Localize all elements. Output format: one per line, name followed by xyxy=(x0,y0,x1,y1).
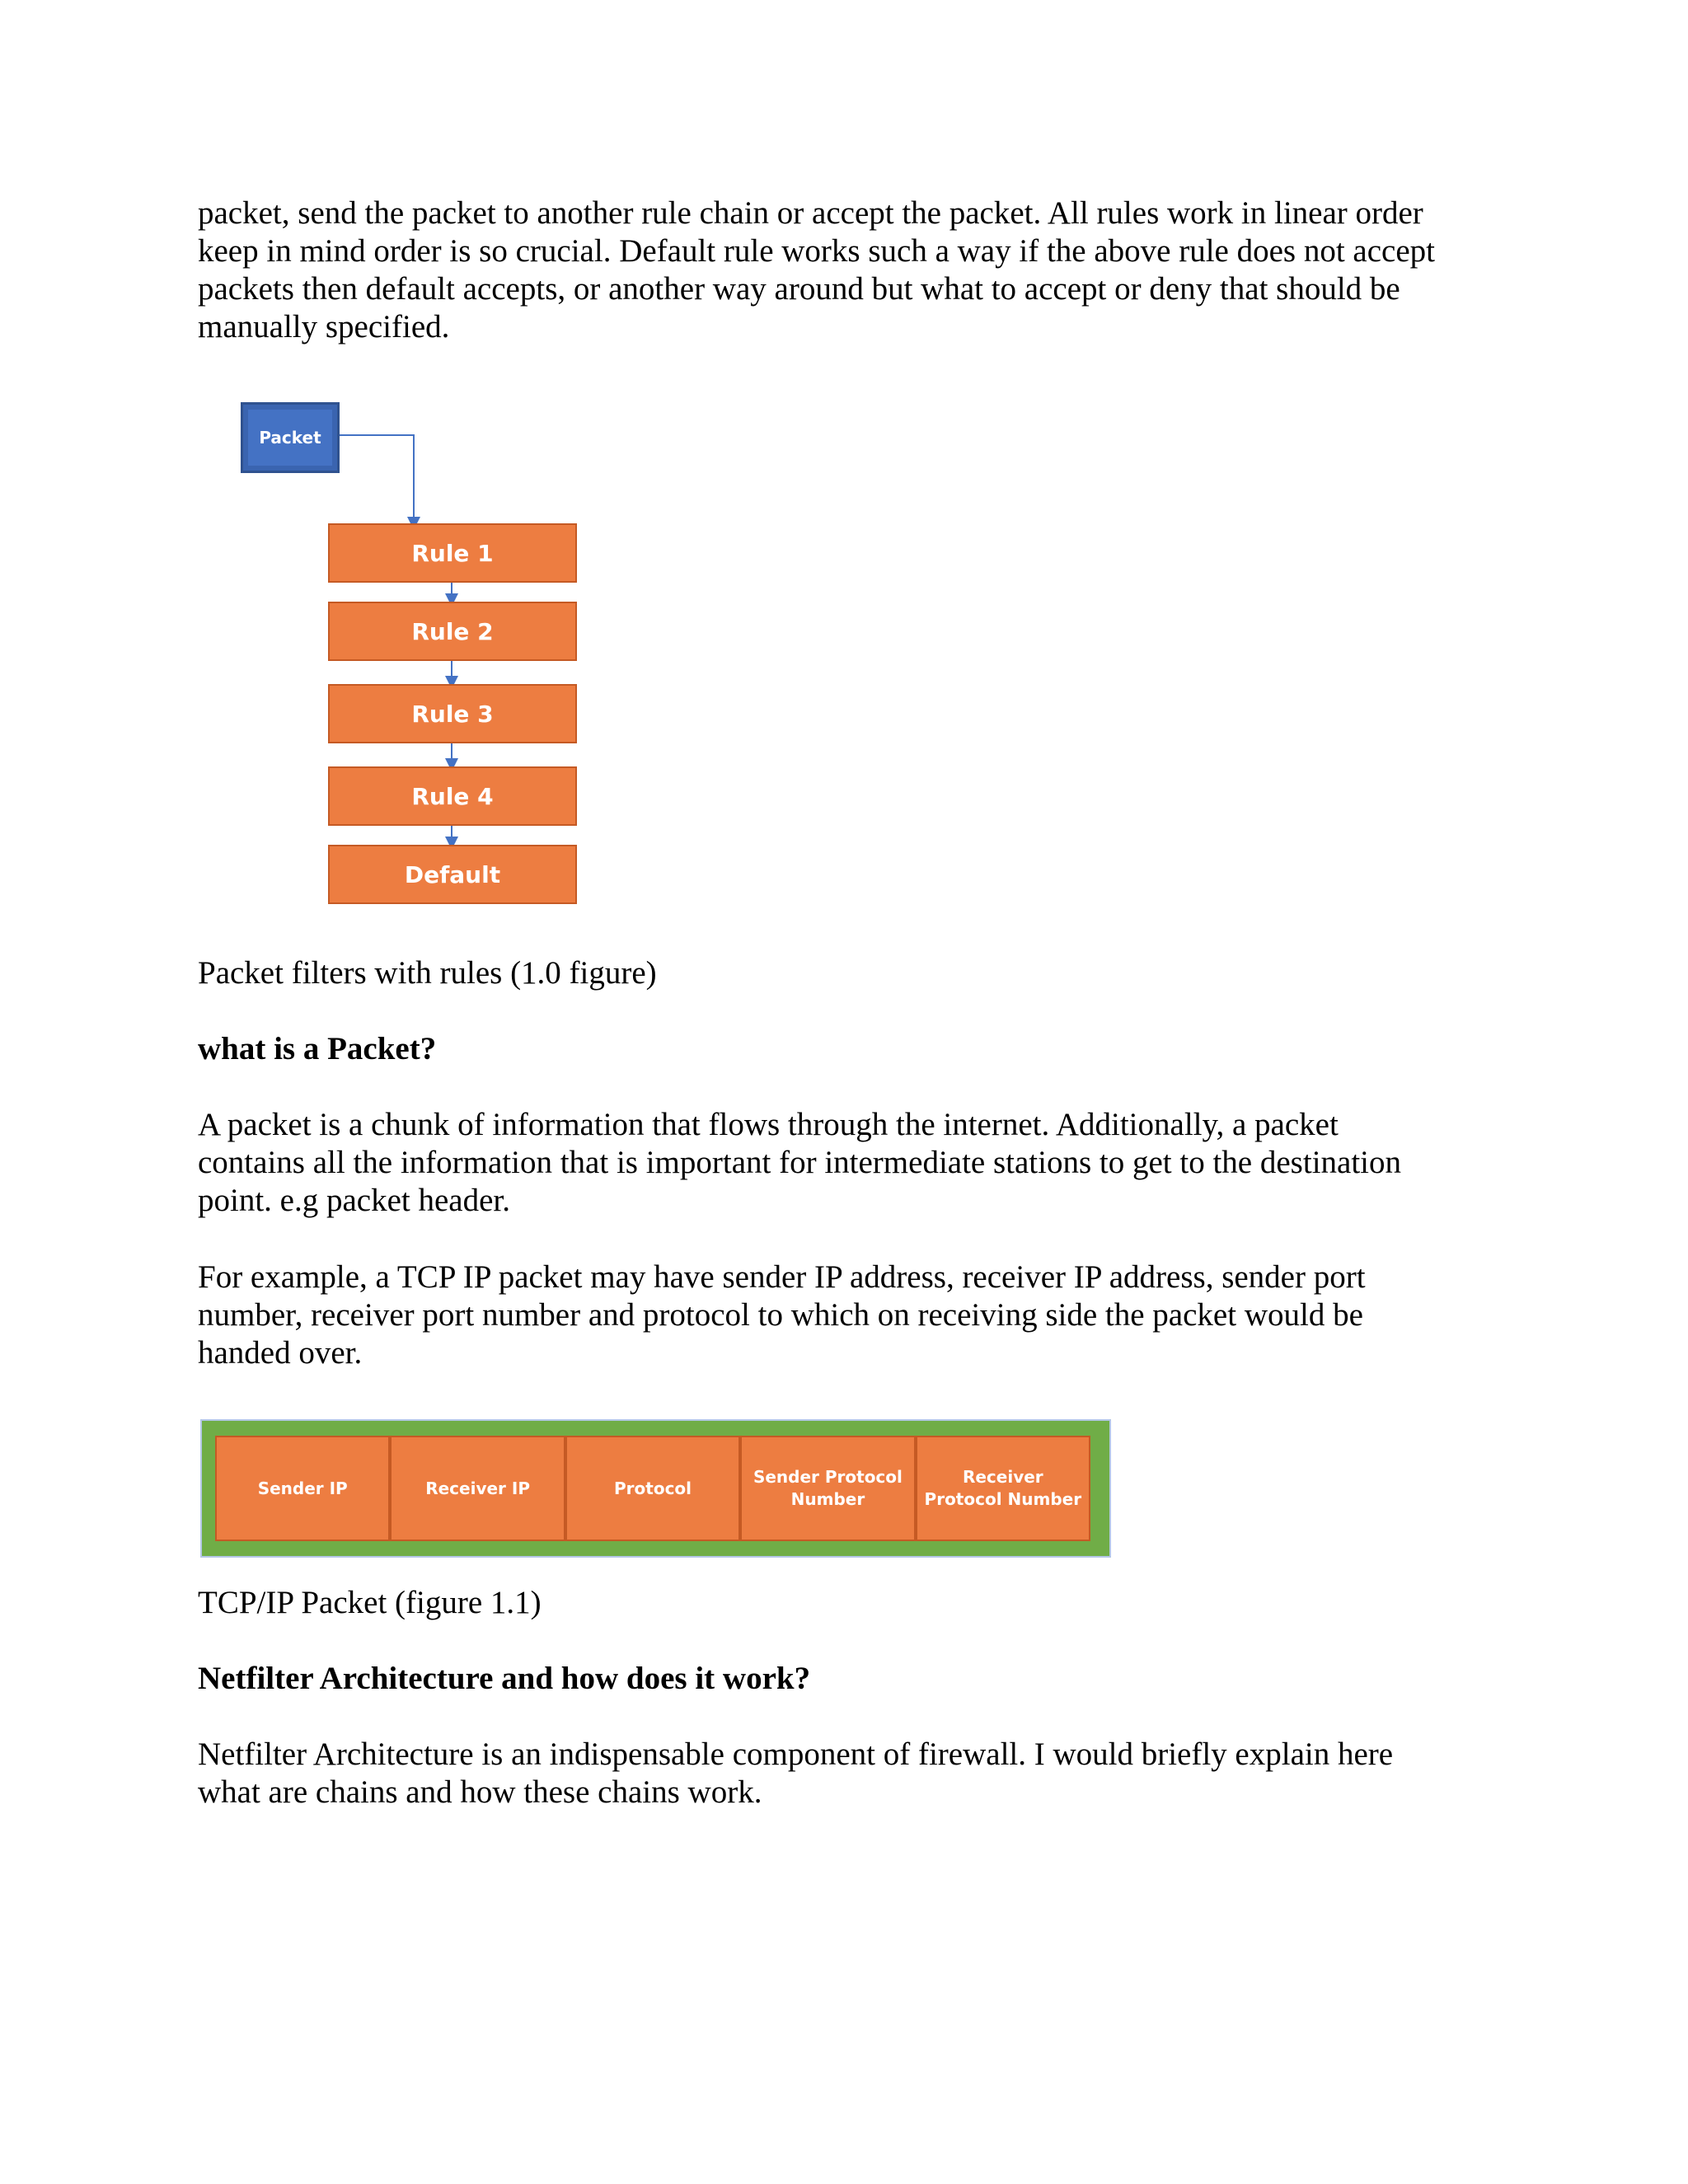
packet-line-2: contains all the information that is important for intermediate stations to get to the destination xyxy=(198,1145,1402,1180)
receiver-protocol-number-field: Receiver Protocol Number xyxy=(916,1436,1090,1541)
netfilter-line-2: what are chains and how these chains work. xyxy=(198,1774,762,1810)
packet-line-3: point. e.g packet header. xyxy=(198,1183,511,1218)
example-line-3: handed over. xyxy=(198,1335,363,1371)
tcp-packet-fields xyxy=(215,1436,1090,1541)
intro-line-4: manually specified. xyxy=(198,309,450,344)
rule-4-box: Rule 4 xyxy=(328,766,577,826)
netfilter-line-1: Netfilter Architecture is an indispensable component of firewall. I would briefly explain here xyxy=(198,1736,1394,1772)
packet-to-rule-1-arrow xyxy=(340,435,414,523)
packet-paragraph xyxy=(198,1106,1484,1220)
example-line-2: number, receiver port number and protocol to which on receiving side the packet would be xyxy=(198,1297,1363,1333)
packet-box: Packet xyxy=(241,402,340,473)
intro-line-3: packets then default accepts, or another way around but what to accept or deny that should be xyxy=(198,271,1400,307)
netfilter-heading: Netfilter Architecture and how does it work? xyxy=(198,1661,811,1696)
rule-3-box: Rule 3 xyxy=(328,684,577,743)
intro-paragraph xyxy=(198,194,1484,346)
default-rule-box: Default xyxy=(328,845,577,904)
example-line-1: For example, a TCP IP packet may have sender IP address, receiver IP address, sender port xyxy=(198,1259,1366,1295)
figure-1-1-caption: TCP/IP Packet (figure 1.1) xyxy=(198,1585,542,1620)
sender-ip-field: Sender IP xyxy=(215,1436,390,1541)
packet-filter-diagram xyxy=(231,396,593,923)
intro-line-2: keep in mind order is so crucial. Default rule works such a way if the above rule does not accept xyxy=(198,233,1435,269)
example-paragraph xyxy=(198,1258,1484,1372)
protocol-field: Protocol xyxy=(565,1436,740,1541)
tcp-packet-diagram xyxy=(200,1419,1111,1558)
sender-protocol-number-field: Sender Protocol Number xyxy=(740,1436,915,1541)
netfilter-paragraph xyxy=(198,1736,1484,1811)
rule-2-box: Rule 2 xyxy=(328,602,577,661)
rule-1-box: Rule 1 xyxy=(328,523,577,583)
intro-line-1: packet, send the packet to another rule chain or accept the packet. All rules work in linear order xyxy=(198,195,1423,231)
packet-line-1: A packet is a chunk of information that flows through the internet. Additionally, a packet xyxy=(198,1107,1339,1142)
receiver-ip-field: Receiver IP xyxy=(390,1436,565,1541)
packet-heading: what is a Packet? xyxy=(198,1031,437,1066)
figure-1-0-caption: Packet filters with rules (1.0 figure) xyxy=(198,955,657,991)
